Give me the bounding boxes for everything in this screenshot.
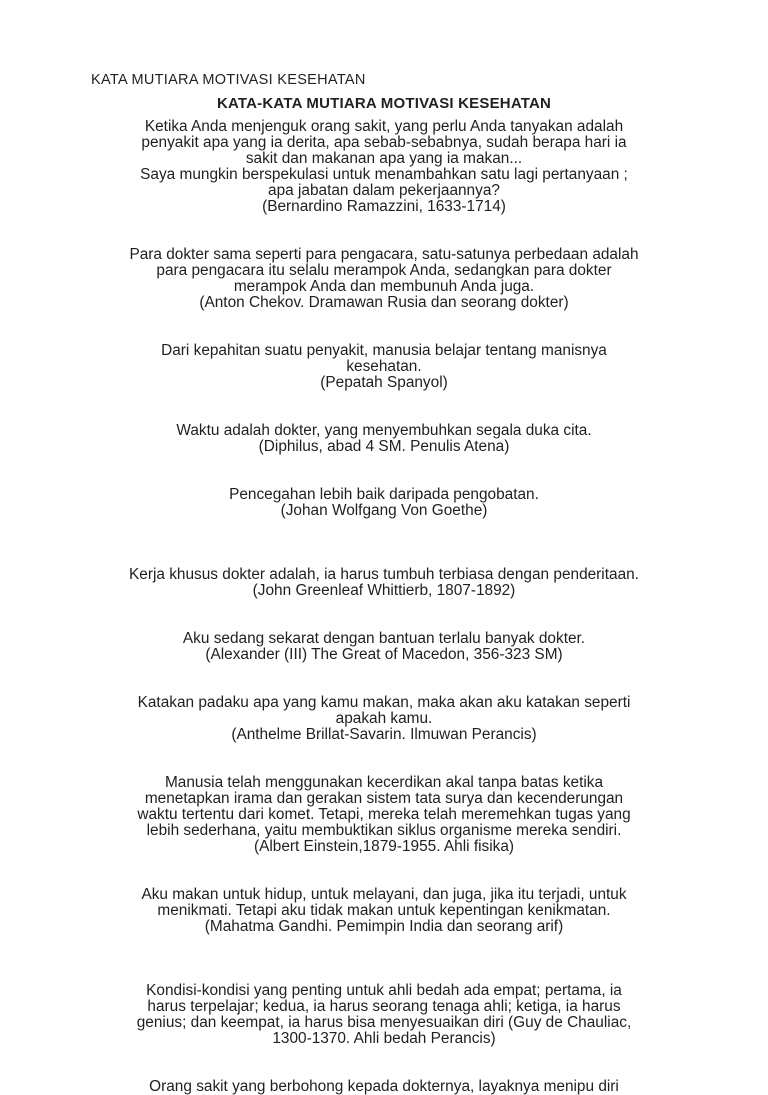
quote-line: Ketika Anda menjenguk orang sakit, yang perlu Anda tanyakan adalah <box>144 118 624 135</box>
quote-spanish-proverb <box>60 343 708 391</box>
document-header: KATA MUTIARA MOTIVASI KESEHATAN <box>91 72 366 88</box>
quote-line: kesehatan. <box>346 358 422 375</box>
quote-chekov <box>60 247 708 311</box>
quote-chauliac <box>60 983 708 1047</box>
quote-line: genius; dan keempat, ia harus bisa menyesuaikan diri (Guy de Chauliac, <box>136 1014 632 1031</box>
quote-line: sakit dan makanan apa yang ia makan... <box>245 150 523 167</box>
quote-line: Kerja khusus dokter adalah, ia harus tumbuh terbiasa dengan penderitaan. <box>129 566 639 583</box>
quote-line: Kondisi-kondisi yang penting untuk ahli bedah ada empat; pertama, ia <box>146 982 622 999</box>
quote-diphilus <box>60 423 708 455</box>
quote-patient-lying <box>60 1079 708 1095</box>
quote-goethe <box>60 487 708 519</box>
quote-line: Para dokter sama seperti para pengacara, satu-satunya perbedaan adalah <box>129 246 639 263</box>
quote-line: Manusia telah menggunakan kecerdikan akal tanpa batas ketika <box>164 774 604 791</box>
document-title: KATA-KATA MUTIARA MOTIVASI KESEHATAN <box>216 95 552 112</box>
quote-attribution: (Bernardino Ramazzini, 1633-1714) <box>262 198 506 215</box>
quote-line: Aku makan untuk hidup, untuk melayani, dan juga, jika itu terjadi, untuk <box>141 886 627 903</box>
quote-line: Saya mungkin berspekulasi untuk menambahkan satu lagi pertanyaan ; <box>140 166 628 183</box>
quote-attribution: (Pepatah Spanyol) <box>320 374 448 391</box>
quote-attribution: (Anton Chekov. Dramawan Rusia dan seorang dokter) <box>199 294 569 311</box>
quote-line: harus terpelajar; kedua, ia harus seorang tenaga ahli; ketiga, ia harus <box>147 998 621 1015</box>
quote-brillat-savarin <box>60 695 708 743</box>
quote-line: waktu tertentu dari komet. Tetapi, mereka telah meremehkan tugas yang <box>137 806 631 823</box>
quote-line: lebih sederhana, yaitu membuktikan siklus organisme mereka sendiri. <box>146 822 622 839</box>
quote-attribution: (Mahatma Gandhi. Pemimpin India dan seorang arif) <box>204 918 564 935</box>
quote-ramazzini <box>60 119 708 215</box>
quote-alexander <box>60 631 708 663</box>
quote-line: Dari kepahitan suatu penyakit, manusia belajar tentang manisnya <box>161 342 607 359</box>
quote-attribution: (Johan Wolfgang Von Goethe) <box>280 502 488 519</box>
quote-attribution: (Albert Einstein,1879-1955. Ahli fisika) <box>253 838 515 855</box>
quote-line: penyakit apa yang ia derita, apa sebab-sebabnya, sudah berapa hari ia <box>141 134 627 151</box>
quote-attribution: (John Greenleaf Whittierb, 1807-1892) <box>252 582 516 599</box>
quote-line: menikmati. Tetapi aku tidak makan untuk kepentingan kenikmatan. <box>157 902 611 919</box>
quote-attribution: 1300-1370. Ahli bedah Perancis) <box>272 1030 496 1047</box>
quote-line: Orang sakit yang berbohong kepada dokternya, layaknya menipu diri <box>149 1078 619 1095</box>
quote-attribution: (Anthelme Brillat-Savarin. Ilmuwan Perancis) <box>231 726 537 743</box>
quote-line: Waktu adalah dokter, yang menyembuhkan segala duka cita. <box>176 422 592 439</box>
quote-gandhi <box>60 887 708 935</box>
quote-line: Pencegahan lebih baik daripada pengobatan. <box>229 486 539 503</box>
quote-line: Katakan padaku apa yang kamu makan, maka akan aku katakan seperti <box>137 694 631 711</box>
quote-whittier <box>60 567 708 599</box>
quote-list <box>60 119 708 1095</box>
quote-attribution: (Alexander (III) The Great of Macedon, 356-323 SM) <box>205 646 563 663</box>
quote-attribution: (Diphilus, abad 4 SM. Penulis Atena) <box>258 438 510 455</box>
quote-line: menetapkan irama dan gerakan sistem tata surya dan kecenderungan <box>144 790 624 807</box>
quote-line: Aku sedang sekarat dengan bantuan terlalu banyak dokter. <box>182 630 586 647</box>
quote-line: apakah kamu. <box>335 710 433 727</box>
quote-line: para pengacara itu selalu merampok Anda, sedangkan para dokter <box>156 262 612 279</box>
quote-einstein <box>60 775 708 855</box>
quote-line: apa jabatan dalam pekerjaannya? <box>268 182 500 199</box>
quote-line: merampok Anda dan membunuh Anda juga. <box>233 278 535 295</box>
